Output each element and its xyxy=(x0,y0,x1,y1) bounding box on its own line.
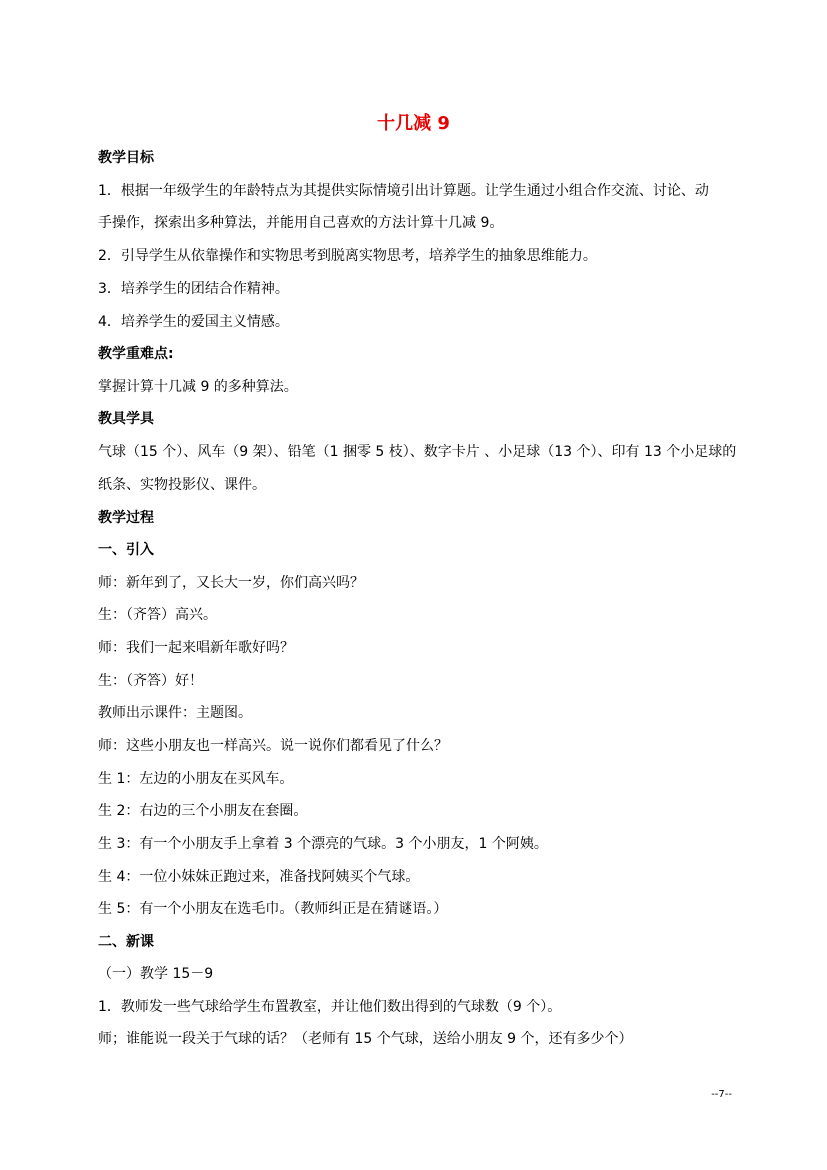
dialogue-line: 生 4：一位小妹妹正跑过来，准备找阿姨买个气球。 xyxy=(98,869,420,885)
dialogue-line: 生：（齐答）高兴。 xyxy=(98,607,217,623)
part1-heading: 一、引入 xyxy=(98,542,154,558)
tools-heading: 教具学具 xyxy=(98,411,154,427)
dialogue-line: 师：我们一起来唱新年歌好吗？ xyxy=(98,640,294,656)
process-heading: 教学过程 xyxy=(98,510,154,526)
page-number: --7-- xyxy=(711,1089,732,1100)
tools-line-1: 气球（15 个）、风车（9 架）、铅笔（1 捆零 5 枝）、数字卡片 、小足球（13 个）、印有 13 个小足球的 xyxy=(98,444,737,460)
key-points-heading: 教学重难点: xyxy=(98,346,174,362)
dialogue-line: 师：新年到了，又长大一岁，你们高兴吗？ xyxy=(98,575,364,591)
dialogue-line: 生 3：有一个小朋友手上拿着 3 个漂亮的气球。3 个小朋友，1 个阿姨。 xyxy=(98,836,548,852)
new-lesson-line: 1．教师发一些气球给学生布置教室，并让他们数出得到的气球数（9 个）。 xyxy=(98,999,562,1015)
new-lesson-line: 师；谁能说一段关于气球的话？（老师有 15 个气球，送给小朋友 9 个，还有多少个） xyxy=(98,1031,633,1047)
dialogue-line: 师：这些小朋友也一样高兴。说一说你们都看见了什么？ xyxy=(98,738,448,754)
dialogue-line: 生：（齐答）好！ xyxy=(98,673,203,689)
dialogue-line: 生 1：左边的小朋友在买风车。 xyxy=(98,771,294,787)
dialogue-line: 生 5：有一个小朋友在选毛巾。（教师纠正是在猜谜语。） xyxy=(98,901,448,917)
goal-1-line-2: 手操作，探索出多种算法，并能用自己喜欢的方法计算十几减 9。 xyxy=(98,215,504,231)
goal-3: 3．培养学生的团结合作精神。 xyxy=(98,281,289,297)
goal-1-line-1: 1．根据一年级学生的年龄特点为其提供实际情境引出计算题。让学生通过小组合作交流、讨论、动 xyxy=(98,183,709,199)
document-title: 十几减 9 xyxy=(377,113,450,134)
dialogue-line: 教师出示课件：主题图。 xyxy=(98,705,252,721)
dialogue-line: 生 2：右边的三个小朋友在套圈。 xyxy=(98,803,308,819)
goal-4: 4．培养学生的爱国主义情感。 xyxy=(98,314,289,330)
tools-line-2: 纸条、实物投影仪、课件。 xyxy=(98,477,266,493)
key-points-text: 掌握计算十几减 9 的多种算法。 xyxy=(98,379,298,395)
goal-2: 2．引导学生从依靠操作和实物思考到脱离实物思考，培养学生的抽象思维能力。 xyxy=(98,248,597,264)
subsection-heading: （一）教学 15－9 xyxy=(98,966,214,982)
part2-heading: 二、新课 xyxy=(98,934,154,950)
goals-heading: 教学目标 xyxy=(98,150,154,166)
